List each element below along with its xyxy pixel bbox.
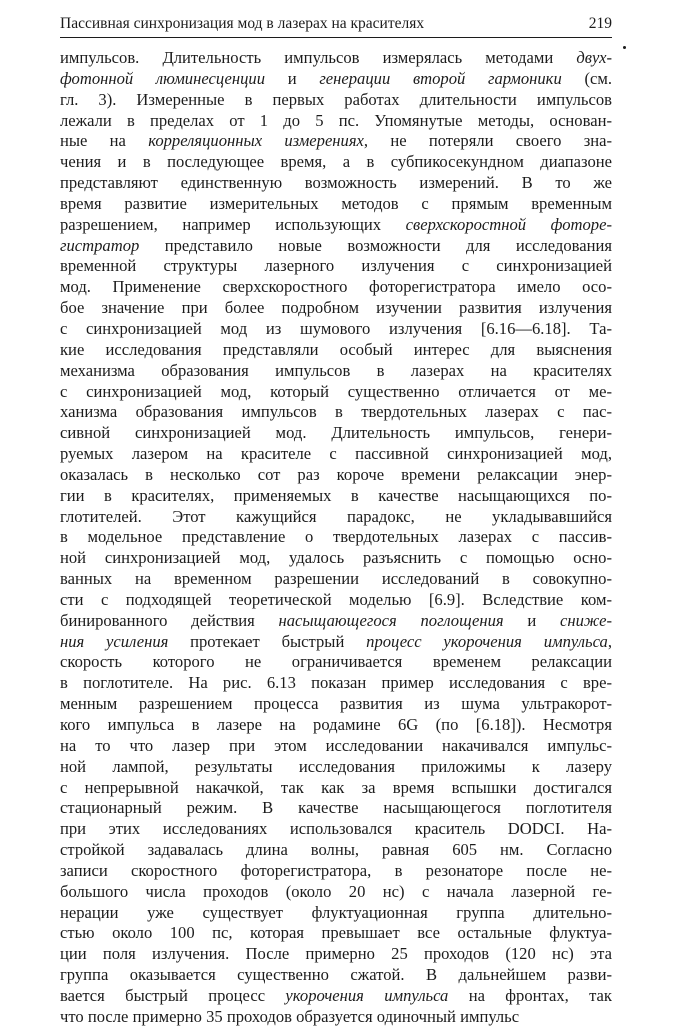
text-run: бое значение при более подробном изучении развития излучения xyxy=(60,298,612,318)
text-line xyxy=(60,131,612,152)
text-line xyxy=(60,486,612,507)
italic-term: корреляционных измерениях xyxy=(148,131,364,151)
text-run: скорость которого не ограничивается временем релаксации xyxy=(60,652,612,672)
text-run: разрешением, например использующих xyxy=(60,214,406,234)
text-line xyxy=(60,757,612,778)
text-run: ные на xyxy=(60,131,149,151)
text-line xyxy=(60,944,612,965)
text-run: на то что лазер при этом исследовании накачивался импульс- xyxy=(60,735,612,755)
text-line xyxy=(60,48,612,69)
text-run: , не потеряли своего зна- xyxy=(363,131,613,151)
text-line xyxy=(60,590,612,611)
text-run: с непрерывной накачкой, так как за время вспышки достигался xyxy=(60,777,612,797)
text-line xyxy=(60,611,612,632)
running-header xyxy=(60,13,612,35)
text-line xyxy=(60,819,612,840)
text-run: нерации уже существует флуктуационная группа длительно- xyxy=(60,902,612,922)
text-line xyxy=(60,69,612,90)
text-line xyxy=(60,298,612,319)
italic-term: генерации второй гармоники xyxy=(319,68,562,88)
running-title: Пассивная синхронизация мод в лазерах на красителях xyxy=(60,15,425,32)
text-line xyxy=(60,277,612,298)
text-run: что после примерно 35 проходов образуется одиночный импульс xyxy=(60,1006,520,1026)
text-run: лежали в пределах от 1 до 5 пс. Упомянутые методы, основан- xyxy=(60,110,612,130)
text-run: в модельное представление о твердотельных лазерах с пассив- xyxy=(60,527,612,547)
text-run: протекает быстрый xyxy=(168,631,367,651)
text-line xyxy=(60,319,612,340)
text-run: большого числа проходов (около 20 нс) с начала лазерной ге- xyxy=(60,881,612,901)
text-line xyxy=(60,194,612,215)
text-run: и xyxy=(503,610,560,630)
text-line xyxy=(60,173,612,194)
text-line xyxy=(60,923,612,944)
text-run: ной синхронизацией мод, удалось разъяснить с помощью осно- xyxy=(60,548,612,568)
text-run: стационарный режим. В качестве насыщающегося поглотителя xyxy=(60,798,612,818)
text-run: ции поля излучения. После примерно 25 проходов (120 нс) эта xyxy=(60,944,612,964)
text-line xyxy=(60,694,612,715)
text-run: бинированного действия xyxy=(60,610,279,630)
text-run: стью около 100 пс, которая превышает все остальные флуктуа- xyxy=(60,923,612,943)
italic-term: насыщающегося поглощения xyxy=(278,610,504,630)
text-run: чения и в последующее время, а в субпикосекундном диапазоне xyxy=(60,152,612,172)
text-line xyxy=(60,340,612,361)
text-line xyxy=(60,444,612,465)
text-line xyxy=(60,882,612,903)
text-line xyxy=(60,736,612,757)
text-run: глотителей. Этот кажущийся парадокс, не укладывавшийся xyxy=(60,506,612,526)
text-line xyxy=(60,965,612,986)
text-run: ной лампой, результаты исследования приложимы к лазеру xyxy=(60,756,612,776)
text-run: и xyxy=(265,68,320,88)
text-line xyxy=(60,569,612,590)
text-line xyxy=(60,798,612,819)
text-line xyxy=(60,236,612,257)
text-run: временной структуры лазерного излучения с синхронизацией xyxy=(60,256,612,276)
text-line xyxy=(60,673,612,694)
text-line xyxy=(60,632,612,653)
italic-term: фотонной люминесценции xyxy=(60,68,266,88)
text-line xyxy=(60,382,612,403)
text-line xyxy=(60,111,612,132)
italic-term: сниже- xyxy=(559,610,612,630)
text-line xyxy=(60,903,612,924)
text-run: импульсов. Длительность импульсов измерялась методами xyxy=(60,48,577,67)
text-line xyxy=(60,90,612,111)
italic-term: ния усиления xyxy=(60,631,169,651)
text-line xyxy=(60,1007,612,1028)
text-run: , xyxy=(607,631,612,651)
header-rule xyxy=(60,37,612,38)
text-run: при этих исследованиях использовался краситель DODCI. На- xyxy=(60,819,612,839)
text-line xyxy=(60,423,612,444)
text-line xyxy=(60,527,612,548)
text-run: ханизма образования импульсов в твердотельных лазерах с пас- xyxy=(60,402,612,422)
text-line xyxy=(60,861,612,882)
text-run: сивной синхронизацией мод. Длительность импульсов, генери- xyxy=(60,423,612,443)
text-line xyxy=(60,215,612,236)
text-run: вается быстрый процесс xyxy=(60,985,286,1005)
text-run: кого импульса в лазере на родамине 6G (по [6.18]). Несмотря xyxy=(60,715,612,734)
italic-term: гистратор xyxy=(60,235,140,255)
text-run: гии в красителях, применяемых в качестве насыщающихся по- xyxy=(60,485,612,505)
text-line xyxy=(60,715,612,736)
text-run: кие исследования представляли особый интерес для выяснения xyxy=(60,339,612,359)
italic-term: двух- xyxy=(576,48,612,67)
text-run: мод. Применение сверхскоростного фоторегистратора имело осо- xyxy=(60,277,612,297)
margin-dot xyxy=(623,46,626,49)
page-number: 219 xyxy=(588,15,612,32)
text-run: с синхронизацией мод, который существенно отличается от ме- xyxy=(60,381,612,401)
text-line xyxy=(60,465,612,486)
text-line xyxy=(60,778,612,799)
text-run: сти с подходящей теоретической моделью [6.9]. Вследствие ком- xyxy=(60,589,612,609)
text-run: группа оказывается существенно сжатой. В дальнейшем разви- xyxy=(60,965,612,985)
text-run: стройкой задавалась длина волны, равная 605 нм. Согласно xyxy=(60,840,612,860)
text-run: записи скоростного фоторегистратора, в резонаторе после не- xyxy=(60,860,612,880)
text-run: на фронтах, так xyxy=(448,985,612,1005)
text-run: оказалась в несколько сот раз короче времени релаксации энер- xyxy=(60,464,612,484)
text-line xyxy=(60,507,612,528)
text-run: менным разрешением процесса развития из шума ультракорот- xyxy=(60,694,612,714)
text-run: в поглотителе. На рис. 6.13 показан пример исследования с вре- xyxy=(60,673,612,693)
italic-term: сверхскоростной фоторе- xyxy=(405,214,612,234)
text-run: (см. xyxy=(561,68,612,88)
text-line xyxy=(60,152,612,173)
text-run: представило новые возможности для исследования xyxy=(139,235,612,255)
body-text xyxy=(60,48,612,1028)
text-line xyxy=(60,652,612,673)
italic-term: процесс укорочения импульса xyxy=(366,631,608,651)
text-run: гл. 3). Измеренные в первых работах длительности импульсов xyxy=(60,89,612,109)
text-line xyxy=(60,840,612,861)
text-line xyxy=(60,986,612,1007)
text-run: время развитие измерительных методов с прямым временным xyxy=(60,193,612,213)
text-run: представляют единственную возможность измерений. В то же xyxy=(60,173,612,193)
text-line xyxy=(60,548,612,569)
italic-term: укорочения импульса xyxy=(285,985,449,1005)
text-line xyxy=(60,256,612,277)
text-line xyxy=(60,361,612,382)
text-line xyxy=(60,402,612,423)
text-run: руемых лазером на красителе с пассивной синхронизацией мод, xyxy=(60,444,612,464)
text-run: механизма образования импульсов в лазерах на красителях xyxy=(60,360,612,380)
text-run: с синхронизацией мод из шумового излучения [6.16—6.18]. Та- xyxy=(60,318,612,338)
text-run: ванных на временном разрешении исследований в совокупно- xyxy=(60,569,612,589)
